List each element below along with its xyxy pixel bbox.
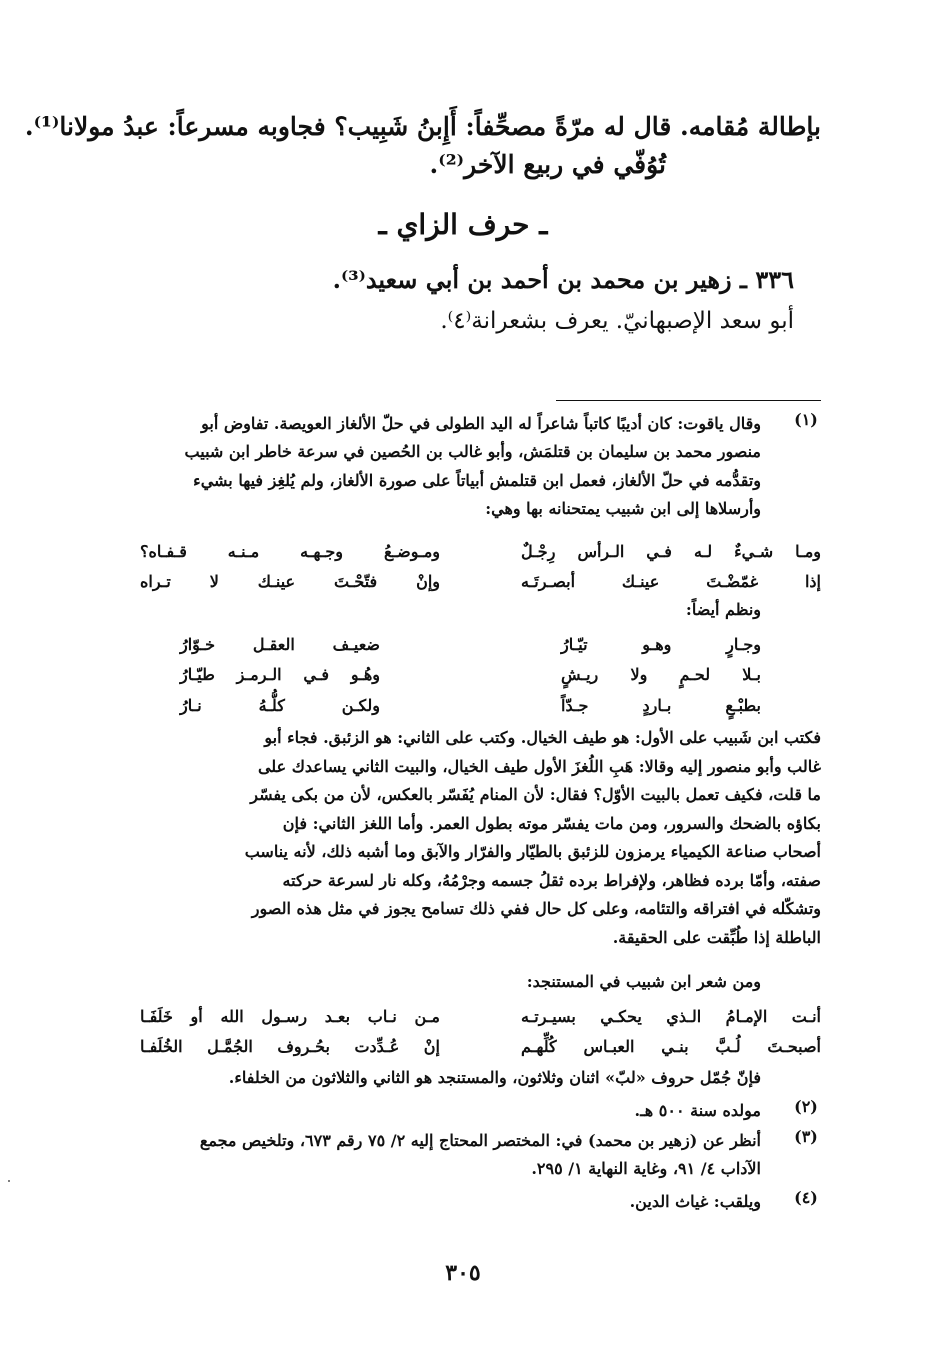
footnote-1-line: وقال ياقوت: كان أديبًا كاتباً شاعراً له اليد الطولى في حلّ الألغاز العويصة. تفاوض أبو: [201, 414, 761, 433]
footnote-1-line: وأرسلاها إلى ابن شبيب يمتحنانه بها وهي:: [485, 498, 761, 518]
verse-first-hemistich: بـلا لحـمٍ ولا ريـشٍ: [561, 665, 761, 685]
footnote-separator: [556, 400, 821, 401]
nazm-label: ونظم أيضاً:: [685, 600, 761, 619]
verse-line: [180, 691, 761, 721]
footnote-3-line: الآداب ٤/ ٩١، وغاية النهاية ١/ ٢٩٥.: [531, 1159, 761, 1179]
verse-first-hemistich: إذا غمّضْـتَ عينـك أبصـرتَـه: [521, 572, 821, 592]
footnote-4: [105, 1188, 821, 1216]
verse-first-hemistich: أنـت الإمـامُ الـذي يحكـي بسيـرتـه: [521, 1007, 821, 1026]
explanation-line: غالب وأبو منصور إليه وقالا: هَبِ اللُغزَ الأول طيف الخيال، والبيت الثاني يساعدك على: [257, 756, 821, 776]
verse-second-hemistich: وإنْ فتّحْـتَ عينـك لا تـراه: [140, 572, 440, 592]
scan-speck: [8, 1180, 10, 1182]
footnote-3-number: (٣): [794, 1127, 818, 1146]
footnote-2: [105, 1097, 821, 1125]
mustanjid-label: ومن شعر ابن شبيب في المستنجد:: [526, 972, 761, 991]
footnote-1: [105, 410, 821, 523]
entry-subtitle: أبو سعد الإصبهانيّ. يعرف بشعرانة⁽٤⁾.: [440, 308, 794, 334]
verse-block-1: [140, 537, 821, 598]
entry-title: ٣٣٦ ـ زهير بن محمد بن أحمد بن أبي سعيد⁽³⁾.: [332, 265, 794, 294]
verse-second-hemistich: ولكـن كلُّـهُ نـارُ: [180, 695, 380, 715]
explanation-line: بكاؤه بالضحك والسرور، ومن مات يفسّر موته بطول العمر. وأما اللغز الثاني: فإن: [282, 813, 821, 833]
verse-line: [180, 630, 761, 660]
verse-line: [140, 567, 821, 597]
footnote-1-line: منصور محمد بن سليمان بن قتلمَش، وأبو غالب بن الحُصين في سرعة خاطر ابن شبيب: [184, 442, 761, 462]
closing-line: فإنّ جُمّل حروف «لبّ» اثنان وثلاثون، والمستنجد هو الثاني والثلاثون من الخلفاء.: [228, 1068, 761, 1087]
verse-second-hemistich: ضعيـف العقـل خـوّارُ: [180, 635, 380, 654]
verse-line: [140, 1032, 821, 1062]
footnote-2-text: مولده سنة ٥٠٠ هـ.: [634, 1101, 761, 1120]
verse-second-hemistich: مـن نـاب بعـد رسـول الله أو خَلَفَـا: [140, 1007, 440, 1026]
section-heading: ـ حرف الزاي ـ: [378, 208, 548, 241]
main-text-line-1: بإطالة مُقامه. قال له مرّةً مصحِّفاً: أَإِبنُ شَبِيب؟ فجاوبه مسرعاً: عبدُ مولانا⁽¹⁾.: [24, 112, 821, 141]
verse-first-hemistich: وجـارٍ وهـو تيّـارُ: [561, 635, 761, 654]
main-text-line-2: تُوُفّي في ربيع الآخر⁽²⁾.: [429, 150, 666, 179]
footnote-4-text: ويلقب: غياث الدين.: [629, 1192, 761, 1211]
verse-line: [180, 660, 761, 690]
verse-second-hemistich: وهُـو فـي الـرمـز طيّـارُ: [180, 665, 380, 685]
verse-line: [140, 1002, 821, 1032]
footnote-2-number: (٢): [794, 1097, 818, 1116]
page-number: ٣٠٥: [445, 1260, 481, 1286]
explanation-line: الباطلة إذا طُبِّقت على الحقيقة.: [612, 927, 821, 947]
footnote-4-number: (٤): [794, 1188, 818, 1207]
explanation-line: صفته، وأمّا برده فظاهر، ولإفراط برده ثقلُ جسمه وجرْمُهُ، وكله نار لسرعة حركته: [282, 870, 821, 890]
footnote-3: [105, 1127, 821, 1184]
verse-block-3: [140, 1002, 821, 1063]
verse-second-hemistich: ومـوضـعُ وجـهـه مـنـه قـفـاه؟: [140, 542, 440, 561]
verse-line: [140, 537, 821, 567]
footnote-1-number: (١): [794, 410, 818, 429]
verse-first-hemistich: بطبْـعٍ بـاردٍ جـدّاً: [561, 695, 761, 715]
explanation-line: أصحاب صناعة الكيمياء يرمزون للزئبق بالطيّار والفرّار والآبق وما أشبه ذلك، لأنه يناسب: [244, 842, 821, 861]
footnote-3-line: أنظر عن (زهير بن محمد) في: المختصر المحتاج إليه ٢/ ٧٥ رقم ٦٧٣، وتلخيص مجمع: [199, 1131, 761, 1150]
verse-first-hemistich: أصبحـتَ لُـبَّ بنـي العبـاس كُلِّهـم: [521, 1037, 821, 1057]
explanation-line: فكتب ابن شَبيب على الأول: هو طيف الخيال. وكتب على الثاني: هو الزئبق. فجاء أبو: [264, 728, 821, 747]
explanation-line: ما قلت، فكيف تعمل بالبيت الأوّل؟ فقال: لأن المنام يُفَسّر بالعكس، لأن من بكى يفسّر: [250, 785, 821, 804]
explanation-line: وتشكّله في افتراقه والتئامه، وعلى كل حال ففي ذلك تسامح يجوز في مثل هذه الصور: [251, 899, 821, 918]
verse-first-hemistich: ومـا شـيءٌ لـه فـي الـرأس رِجْـلٌ: [521, 542, 821, 561]
footnote-1-explanation: [105, 724, 821, 952]
footnote-1-line: وتقدُّمه في حلّ الألغاز، فعمل ابن قتلمش أبياتاً على صورة الألغاز، ولم يُلغِز فيها بشيء: [193, 470, 761, 490]
verse-block-2: [180, 630, 761, 721]
verse-second-hemistich: إنْ عُـدِّدت بحُـروف الجُمَّـل الخُلَفـا: [140, 1037, 440, 1057]
